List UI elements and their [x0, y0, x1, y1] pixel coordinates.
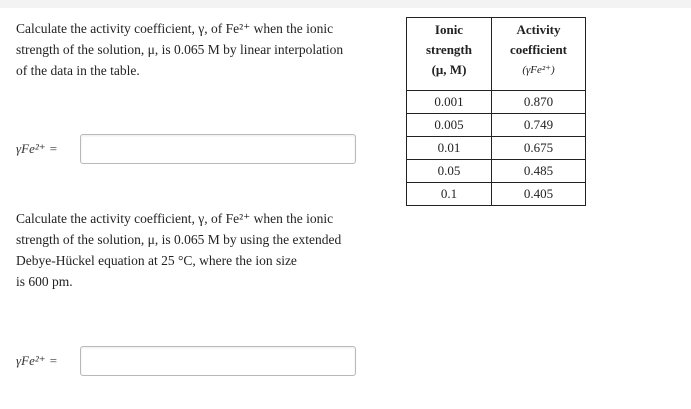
header-line: strength: [426, 42, 472, 57]
question-2-line: Debye-Hückel equation at 25 °C, where the ion size: [16, 253, 297, 268]
table-row: [407, 114, 586, 137]
question-2-line: is 600 pm.: [16, 274, 73, 289]
answer-row-2: [16, 346, 356, 376]
header-activity-coefficient: [492, 18, 586, 91]
table-header-row: [407, 18, 586, 91]
activity-coefficient-cell: 0.405: [492, 183, 586, 206]
question-1-line: Calculate the activity coefficient, γ, of Fe²⁺ when the ionic: [16, 21, 334, 36]
gamma-fe-label: γFe²⁺ =: [16, 353, 58, 368]
ionic-strength-cell: 0.001: [407, 91, 492, 114]
activity-coefficient-cell: 0.870: [492, 91, 586, 114]
table-row: [407, 183, 586, 206]
answer-input-1[interactable]: [80, 134, 356, 164]
activity-coefficient-cell: 0.485: [492, 160, 586, 183]
table-row: [407, 91, 586, 114]
top-bar: [0, 0, 691, 8]
header-line: Ionic: [434, 22, 464, 37]
gamma-fe-label: γFe²⁺ =: [16, 141, 58, 156]
ionic-strength-cell: 0.1: [407, 183, 492, 206]
table-row: [407, 137, 586, 160]
header-ionic-strength: [407, 18, 492, 91]
header-line: Activity: [516, 22, 561, 37]
activity-coefficient-cell: 0.675: [492, 137, 586, 160]
ionic-strength-cell: 0.05: [407, 160, 492, 183]
answer-input-2[interactable]: [80, 346, 356, 376]
question-1-line: strength of the solution, μ, is 0.065 M by linear interpolation: [16, 42, 344, 57]
table-row: [407, 160, 586, 183]
activity-coefficient-table: [406, 17, 586, 206]
header-line: (γFe²⁺): [522, 64, 555, 76]
activity-coefficient-cell: 0.749: [492, 114, 586, 137]
answer-row-1: [16, 134, 356, 164]
question-1-text: [16, 18, 386, 81]
question-2-text: [16, 208, 386, 292]
question-1-line: of the data in the table.: [16, 63, 140, 78]
header-line: coefficient: [509, 42, 568, 57]
question-2-line: Calculate the activity coefficient, γ, of Fe²⁺ when the ionic: [16, 211, 334, 226]
ionic-strength-cell: 0.005: [407, 114, 492, 137]
question-2-line: strength of the solution, μ, is 0.065 M by using the extended: [16, 232, 342, 247]
ionic-strength-cell: 0.01: [407, 137, 492, 160]
header-line: (μ, M): [431, 62, 467, 77]
